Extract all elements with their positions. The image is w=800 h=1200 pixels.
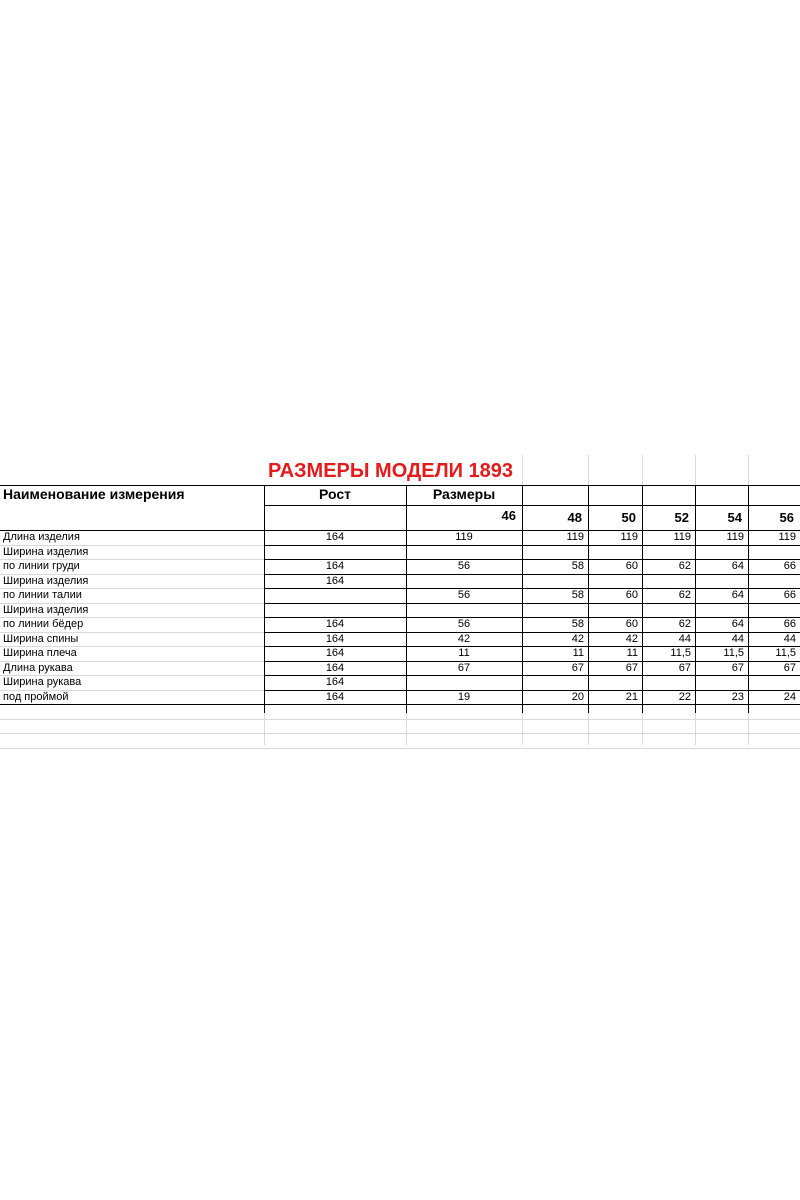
value-cell: 119 [778, 531, 796, 543]
value-cell: 44 [783, 632, 796, 645]
value-cell: 60 [625, 589, 638, 601]
measurement-label: Ширина изделия [3, 545, 89, 558]
value-cell: 20 [571, 690, 584, 703]
border-line [264, 588, 800, 589]
value-cell: 24 [783, 690, 796, 703]
size-header: 46 [501, 508, 516, 523]
value-cell: 64 [731, 589, 744, 601]
measurement-label: Ширина изделия [3, 603, 89, 616]
value-cell: 119 [673, 531, 691, 543]
measurement-label: по линии груди [3, 560, 80, 572]
border-line [748, 485, 749, 713]
value-cell: 66 [783, 618, 796, 630]
size-header: 56 [779, 510, 794, 525]
value-cell: 119 [620, 531, 638, 543]
value-cell: 58 [571, 618, 584, 630]
border-line [264, 617, 800, 618]
size-header: 50 [621, 510, 636, 525]
value-cell: 58 [571, 560, 584, 572]
value-cell: 11 [572, 647, 584, 659]
value-cell: 60 [625, 560, 638, 572]
measurement-label: Ширина изделия [3, 574, 89, 587]
border-line [642, 485, 643, 713]
border-line [264, 632, 800, 633]
height-cell: 164 [325, 531, 345, 543]
value-cell: 64 [731, 560, 744, 572]
value-cell: 42 [625, 632, 638, 645]
value-cell: 11,5 [723, 647, 744, 659]
header-measurement: Наименование измерения [3, 486, 185, 502]
height-cell: 164 [325, 647, 345, 659]
value-cell: 60 [625, 618, 638, 630]
value-cell: 56 [457, 618, 471, 630]
grid-line [588, 455, 589, 485]
value-cell: 66 [783, 560, 796, 572]
value-cell: 62 [678, 589, 691, 601]
grid-line [0, 748, 800, 749]
height-cell: 164 [325, 574, 345, 587]
border-line [264, 574, 800, 575]
value-cell: 66 [783, 589, 796, 601]
value-cell: 23 [731, 690, 744, 703]
grid-line [748, 455, 749, 485]
border-line [0, 704, 800, 705]
height-cell: 164 [325, 690, 345, 703]
border-line [695, 485, 696, 713]
value-cell: 67 [457, 661, 471, 674]
value-cell: 19 [457, 690, 471, 703]
value-cell: 58 [571, 589, 584, 601]
value-cell: 119 [726, 531, 744, 543]
value-cell: 44 [731, 632, 744, 645]
header-height: Рост [319, 486, 351, 502]
value-cell: 119 [455, 531, 473, 543]
measurement-label: по линии бёдер [3, 618, 84, 630]
grid-line [695, 455, 696, 485]
measurement-label: под проймой [3, 690, 69, 703]
measurement-label: Длина рукава [3, 661, 73, 674]
value-cell: 56 [457, 560, 471, 572]
size-header: 52 [674, 510, 689, 525]
header-sizes: Размеры [432, 486, 496, 502]
border-line [264, 559, 800, 560]
measurement-label: Ширина плеча [3, 647, 77, 659]
height-cell: 164 [325, 676, 345, 688]
border-line [0, 530, 800, 531]
grid-line [0, 719, 800, 720]
height-cell: 164 [325, 560, 345, 572]
grid-line [522, 455, 523, 485]
value-cell: 67 [783, 661, 796, 674]
border-line [264, 690, 800, 691]
border-line [522, 485, 523, 713]
measurement-label: Ширина рукава [3, 676, 82, 688]
value-cell: 67 [625, 661, 638, 674]
border-line [406, 485, 407, 713]
border-line [264, 485, 265, 713]
grid-line [0, 733, 800, 734]
value-cell: 11 [626, 647, 638, 659]
height-cell: 164 [325, 632, 345, 645]
value-cell: 11,5 [670, 647, 691, 659]
size-header: 48 [567, 510, 582, 525]
value-cell: 42 [571, 632, 584, 645]
border-line [588, 485, 589, 713]
border-line [264, 603, 800, 604]
value-cell: 62 [678, 618, 691, 630]
value-cell: 11 [458, 647, 470, 659]
value-cell: 21 [625, 690, 638, 703]
value-cell: 44 [678, 632, 691, 645]
table-title: РАЗМЕРЫ МОДЕЛИ 1893 [268, 460, 514, 482]
value-cell: 62 [678, 560, 691, 572]
value-cell: 11,5 [775, 647, 796, 659]
border-line [264, 661, 800, 662]
measurement-label: Длина изделия [3, 531, 80, 543]
value-cell: 22 [678, 690, 691, 703]
value-cell: 64 [731, 618, 744, 630]
border-line [264, 545, 800, 546]
measurement-label: по линии талии [3, 589, 82, 601]
value-cell: 119 [566, 531, 584, 543]
value-cell: 67 [731, 661, 744, 674]
value-cell: 67 [571, 661, 584, 674]
border-line [264, 505, 800, 506]
border-line [0, 485, 800, 486]
height-cell: 164 [325, 618, 345, 630]
value-cell: 67 [678, 661, 691, 674]
border-line [264, 675, 800, 676]
grid-line [642, 455, 643, 485]
size-header: 54 [727, 510, 742, 525]
border-line [264, 646, 800, 647]
value-cell: 56 [457, 589, 471, 601]
size-table [0, 455, 800, 745]
value-cell: 42 [457, 632, 471, 645]
height-cell: 164 [325, 661, 345, 674]
measurement-label: Ширина спины [3, 632, 79, 645]
